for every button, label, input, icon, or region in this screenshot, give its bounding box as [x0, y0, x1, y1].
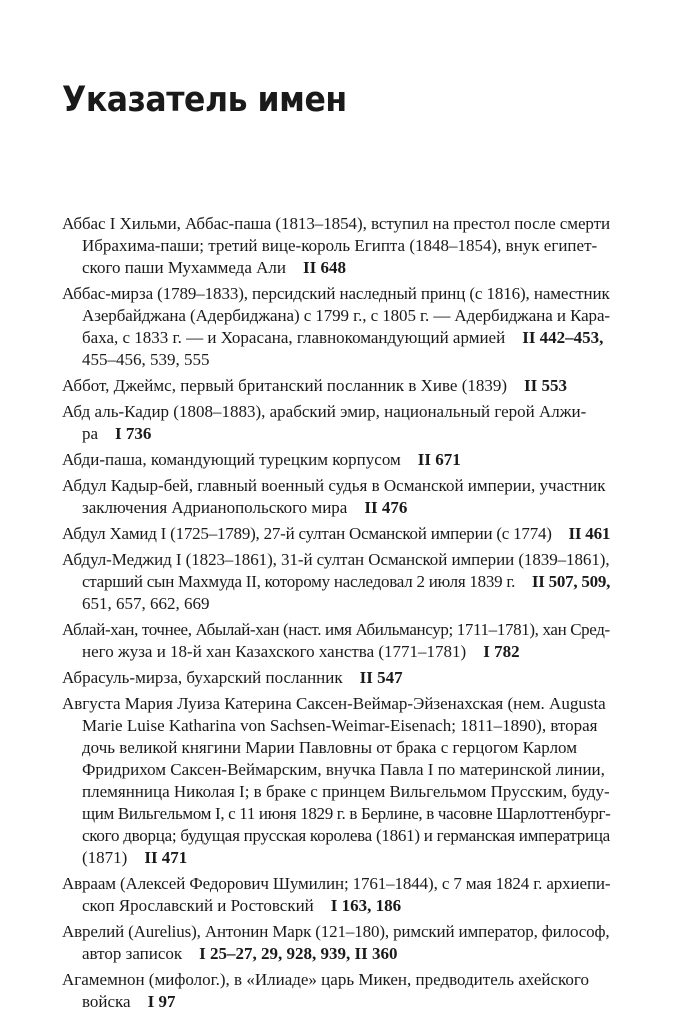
index-entry-line [62, 401, 610, 423]
page-reference: I 25–27, 29, 928, 939, II 360 [199, 944, 398, 963]
index-entry [62, 213, 610, 279]
index-entry-text: Азербайджана (Адербиджана) с 1799 г., с 1805 г. — Адербиджана и Кара- [82, 306, 611, 325]
index-entry-text: Авраам (Алексей Федорович Шумилин; 1761–1844), с 7 мая 1824 г. архиепи- [62, 874, 611, 893]
index-entry-text: щим Вильгельмом I, с 11 июня 1829 г. в Берлине, в часовне Шарлоттенбург- [82, 804, 611, 823]
index-entry-line [62, 873, 610, 895]
index-entry [62, 283, 610, 371]
index-entry-line [62, 449, 610, 471]
index-entry-text: старший сын Махмуда II, которому наследовал 2 июля 1839 г. [82, 572, 516, 591]
index-entry-line [62, 349, 610, 371]
index-entry-line [62, 969, 610, 991]
index-entry-text: Абдул-Меджид I (1823–1861), 31-й султан Османской империи (1839–1861), [62, 550, 610, 569]
page-reference: II 553 [524, 376, 567, 395]
index-entry-line [62, 593, 610, 615]
name-index-list [62, 213, 610, 1017]
page-reference: II 547 [359, 668, 403, 687]
index-entry-line [62, 895, 610, 917]
index-entry-line [62, 497, 610, 519]
page-reference: II 648 [302, 258, 346, 277]
page-reference: I 782 [483, 642, 520, 661]
index-entry-text: Абд аль-Кадир (1808–1883), арабский эмир, национальный герой Алжи- [62, 402, 587, 421]
index-entry [62, 693, 610, 869]
index-entry-line [62, 375, 610, 397]
index-entry-line [62, 257, 610, 279]
page-title: Указатель имен [62, 80, 347, 120]
index-entry-text: Аббот, Джеймс, первый британский посланник в Хиве (1839) [62, 376, 508, 395]
index-entry-line [62, 991, 610, 1013]
index-entry [62, 969, 610, 1013]
index-entry [62, 523, 610, 545]
page-reference: II 507, 509, [531, 572, 611, 591]
index-entry-text: ского дворца; будущая прусская королева (1861) и германская императрица [82, 826, 610, 845]
index-entry-text: Абдул Хамид I (1725–1789), 27-й султан Османской империи (с 1774) [62, 524, 552, 543]
index-entry-text: скоп Ярославский и Ростовский [82, 896, 314, 915]
index-entry-text: баха, с 1833 г. — и Хорасана, главнокомандующий армией [82, 328, 506, 347]
index-entry-text: Аврелий (Aurelius), Антонин Марк (121–180), римский император, философ, [62, 922, 610, 941]
index-entry-line [62, 693, 610, 715]
index-entry-line [62, 781, 610, 803]
index-entry-line [62, 825, 610, 847]
index-entry-text: 651, 657, 662, 669 [82, 594, 210, 613]
index-entry-line [62, 737, 610, 759]
index-entry [62, 375, 610, 397]
index-entry-line [62, 641, 610, 663]
index-entry-line [62, 283, 610, 305]
index-entry-line [62, 921, 610, 943]
index-entry-text: Августа Мария Луиза Катерина Саксен-Веймар-Эйзенахская (нем. Augusta [62, 694, 606, 713]
index-entry [62, 619, 610, 663]
index-entry-line [62, 235, 610, 257]
index-entry [62, 549, 610, 615]
page-reference: I 736 [115, 424, 152, 443]
index-entry-text: автор записок [82, 944, 183, 963]
index-entry-text: него жуза и 18-й хан Казахского ханства (1771–1781) [82, 642, 467, 661]
page-reference: II 442–453, [522, 328, 604, 347]
index-entry-line [62, 523, 610, 545]
index-entry [62, 475, 610, 519]
index-entry-text: Абди-паша, командующий турецким корпусом [62, 450, 401, 469]
index-entry-line [62, 847, 610, 869]
index-entry-text: Абдул Кадыр-бей, главный военный судья в Османской империи, участник [62, 476, 606, 495]
page-reference: I 163, 186 [330, 896, 402, 915]
index-entry-line [62, 803, 610, 825]
index-entry [62, 449, 610, 471]
index-entry-text: ра [82, 424, 99, 443]
index-entry-line [62, 549, 610, 571]
index-entry [62, 667, 610, 689]
index-entry-text: Агамемнон (мифолог.), в «Илиаде» царь Микен, предводитель ахейского [62, 970, 589, 989]
index-entry-text: Абрасуль-мирза, бухарский посланник [62, 668, 343, 687]
index-entry-text: 455–456, 539, 555 [82, 350, 210, 369]
page-reference: II 671 [417, 450, 461, 469]
index-entry-text: дочь великой княгини Марии Павловны от брака с герцогом Карлом [82, 738, 577, 757]
page-reference: I 97 [147, 992, 176, 1011]
index-entry-text: войска [82, 992, 131, 1011]
index-entry-text: Аббас-мирза (1789–1833), персидский наследный принц (с 1816), наместник [62, 284, 610, 303]
index-entry-line [62, 213, 610, 235]
index-entry-line [62, 423, 610, 445]
index-entry-line [62, 571, 610, 593]
index-entry-text: племянница Николая I; в браке с принцем Вильгельмом Прусским, буду- [82, 782, 610, 801]
index-entry-text: Аблай-хан, точнее, Абылай-хан (наст. имя Абильмансур; 1711–1781), хан Сред- [62, 620, 610, 639]
index-entry [62, 873, 610, 917]
index-entry-text: ского паши Мухаммеда Али [82, 258, 286, 277]
index-entry-text: Фридрихом Саксен-Веймарским, внучка Павла I по материнской линии, [82, 760, 605, 779]
index-entry-text: (1871) [82, 848, 128, 867]
index-entry [62, 401, 610, 445]
index-entry-text: Ибрахима-паши; третий вице-король Египта (1848–1854), внук египет- [82, 236, 598, 255]
index-entry-line [62, 759, 610, 781]
index-entry-line [62, 943, 610, 965]
index-entry-text: Аббас I Хильми, Аббас-паша (1813–1854), вступил на престол после смерти [62, 214, 611, 233]
page-reference: II 471 [144, 848, 188, 867]
index-entry-line [62, 715, 610, 737]
index-entry-text: заключения Адрианопольского мира [82, 498, 348, 517]
index-entry-line [62, 475, 610, 497]
index-entry-text: Marie Luise Katharina von Sachsen-Weimar-Eisenach; 1811–1890), вторая [82, 716, 598, 735]
page-reference: II 476 [364, 498, 408, 517]
index-entry [62, 921, 610, 965]
index-entry-line [62, 667, 610, 689]
index-entry-line [62, 327, 610, 349]
index-entry-line [62, 619, 610, 641]
page-reference: II 461 [568, 524, 611, 543]
index-entry-line [62, 305, 610, 327]
